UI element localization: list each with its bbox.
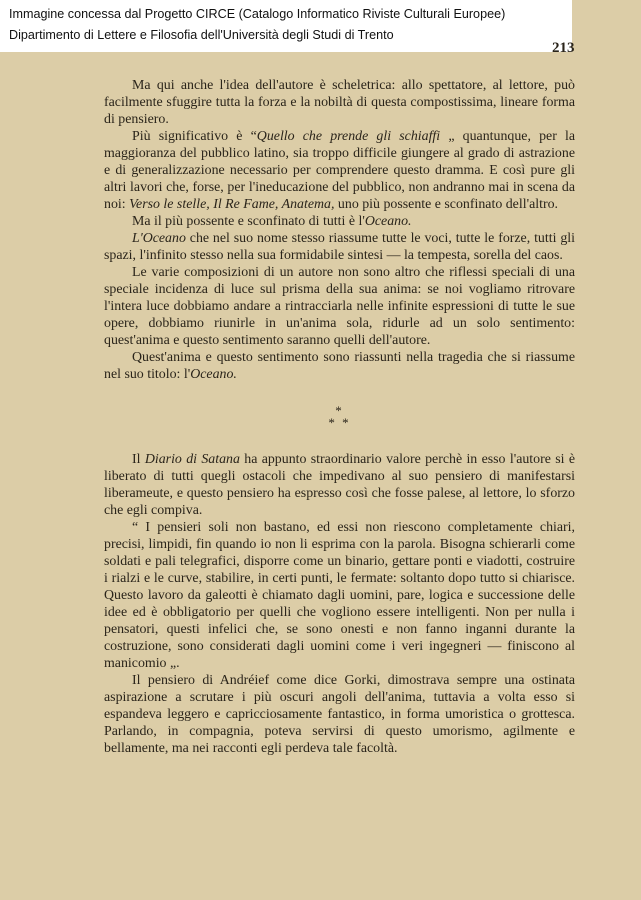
paragraph: Il Diario di Satana ha appunto straordinario valore perchè in esso l'autore si è liberato di tutti quegli ostacoli che impedivano al suo pensiero di manifestarsi liberameute, e questo pensiero ha espresso così che fosse palese, al lettore, lo sforzo che egli compiva. (104, 452, 575, 518)
separator-star-top: * (335, 403, 344, 418)
work-title: Oceano. (190, 367, 237, 382)
credit-line-2: Dipartimento di Lettere e Filosofia dell'Università degli Studi di Trento (9, 28, 394, 42)
paragraph: Ma qui anche l'idea dell'autore è scheletrica: allo spettatore, al lettore, può facilmente sfuggire tutta la forza e la nobiltà di questa compostissima, lineare forma di pensiero. (104, 78, 575, 127)
credit-line-1: Immagine concessa dal Progetto CIRCE (Catalogo Informatico Riviste Culturali Europee) (9, 7, 506, 21)
work-title: Verso le stelle, Il Re Fame, Anatema, (129, 197, 335, 212)
paragraph: Più significativo è “Quello che prende gli schiaffi „ quantunque, per la maggioranza del pubblico latino, sia troppo difficile giungere al grado di astrazione e di generalizzazione necessario per comprendere questo dramma. E così pure gli altri lavori che, forse, per l'ineducazione del pubblico, non andranno mai in scena da noi: Verso le stelle, Il Re Fame, Anatema, uno più possente e sconfinato dell'altro. (104, 129, 576, 212)
work-title: L'Oceano (132, 231, 186, 246)
work-title: Diario di Satana (144, 452, 240, 467)
page-number: 213 (552, 40, 575, 56)
work-title: Quello che prende gli schiaffi (256, 129, 441, 144)
separator-stars-bottom: * * (328, 415, 351, 430)
quote-paragraph: “ I pensieri soli non bastano, ed essi non riescono completamente chiari, precisi, limpidi, fin quando io non li esprima con la parola. Bisogna schierarli come soldati e pali telegrafici, disporre come un binario, gettare ponti e viadotti, costruire i rialzi e le curve, stabilire, in certi punti, le fermate: soltanto dopo tutto si chiarisce. Questo lavoro da galeotti è chiamato dagli uomini, pare, logica e successione delle idee ed è obbligatorio per quelli che vogliono essere intelligenti. Non per nulla i pensatori, questi infelici che, se sono onesti e non fanno inganni durante la costruzione, sono considerati dagli uomini come i veri ingegneri — finiscono al manicomio „. (104, 520, 575, 671)
paragraph: Ma il più possente e sconfinato di tutti è l'Oceano. (132, 214, 412, 229)
paragraph: Il pensiero di Andréief come dice Gorki, dimostrava sempre una ostinata aspirazione a scrutare i più oscuri angoli dell'anima, tuttavia a volta esso si espandeva leggero e capricciosamente fantastico, in forma umoristica o grottesca. Parlando, in compagnia, poteva servirsi di questo umorismo, agilmente e bellamente, ma nei racconti egli perdeva tale facoltà. (104, 673, 575, 756)
page-body (104, 77, 575, 757)
section-separator (104, 405, 575, 429)
work-title: Oceano. (364, 214, 412, 229)
paragraph: L'Oceano che nel suo nome stesso riassume tutte le voci, tutte le forze, tutti gli spazi, l'infinito stesso nella sua formidabile sintesi — la tempesta, sorella del caos. (104, 231, 575, 263)
paragraph: Quest'anima e questo sentimento sono riassunti nella tragedia che si riassume nel suo titolo: l'Oceano. (104, 350, 575, 382)
paragraph: Le varie composizioni di un autore non sono altro che riflessi speciali di una speciale incidenza di luce sul prisma della sua anima: se noi vogliamo ritrovare l'intera luce dobbiamo andare a rintracciarla nelle infinite espressioni di tutte le sue opere, dobbiamo riunirle in un'anima sola, ridurle ad un solo sentimento: quest'anima e questo sentimento saranno quelli dell'autore. (104, 265, 575, 348)
credit-banner (0, 0, 572, 52)
